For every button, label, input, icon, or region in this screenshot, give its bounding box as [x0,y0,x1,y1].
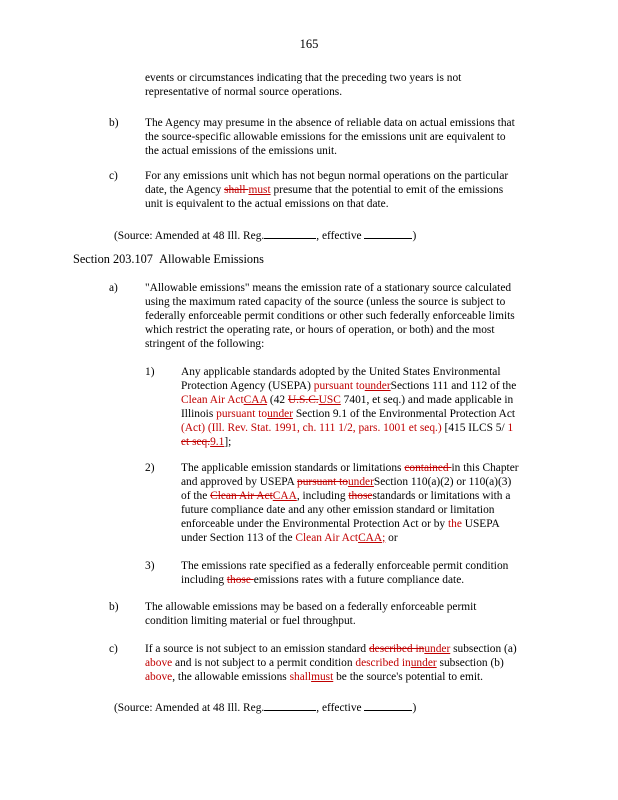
text-line: The applicable emission standards or limitations contained in this Chapter [181,462,519,474]
inserted-text: under [424,643,451,655]
deleted-text: contained [404,462,452,474]
text-line: which restrict the operating rate, or hours of operation, or both) and the most [145,323,495,336]
inserted-text: pursuant to [313,379,365,392]
text-line: using the maximum rated capacity of the source (unless the source is subject to [145,295,506,308]
text-line: Clean Air ActCAA (42 U.S.C.USC 7401, et seq.) and made applicable in [181,393,514,406]
text-line: (Act) (Ill. Rev. Stat. 1991, ch. 111 1/2, pars. 1001 et seq.) [415 ILCS 5/ 1 [181,421,514,434]
text-line: For any emissions unit which has not begun normal operations on the particular [145,170,509,182]
inserted-text: must [248,183,271,196]
inserted-text: pursuant to [216,407,268,420]
blank-line [364,699,412,711]
text-line: If a source is not subject to an emission standard described inunder subsection (a) [145,643,517,655]
subsection-label-a: a) [109,282,118,294]
blank-line [264,227,316,239]
deleted-text: shall [224,183,249,196]
text-line: events or circumstances indicating that the preceding two years is not [145,72,462,84]
blank-line [364,227,412,239]
text-line: The Agency may presume in the absence of reliable data on actual emissions that [145,117,515,129]
source-note: (Source: Amended at 48 Ill. Reg. , effective ) [114,699,416,716]
section-heading [73,253,264,267]
deleted-text: Clean Air Act [210,489,273,502]
inserted-text: Clean Air Act [295,531,359,544]
inserted-text: under [347,475,374,488]
item-label-1: 1) [145,366,155,378]
inserted-text: (Act) (Ill. Rev. Stat. 1991, ch. 111 1/2, pars. 1001 et seq.) [181,421,442,434]
item-3-text [181,560,508,588]
subsection-label-c: c) [109,170,118,182]
deleted-text: et seq. [181,435,211,448]
inserted-text: the [447,517,462,530]
continuation-paragraph [145,72,461,100]
inserted-text: USC [318,393,341,406]
inserted-text: described in [355,656,411,669]
section-title: Allowable Emissions [159,252,264,266]
inserted-text: under [410,656,437,669]
inserted-text: above [145,656,173,669]
text-line: representative of normal source operations. [145,85,343,98]
source-note: (Source: Amended at 48 Ill. Reg. , effective ) [114,227,416,244]
item-2-text [181,462,519,545]
text-line: federally enforceable permit conditions or other such federally enforceable limits [145,309,515,322]
text-line: The allowable emissions may be based on a federally enforceable permit [145,601,477,613]
subsection-label-b: b) [109,117,119,129]
inserted-text: under [364,379,391,392]
text-line: Illinois pursuant tounder Section 9.1 of the Environmental Protection Act [181,407,516,420]
inserted-text: shall [289,670,312,683]
section-number: Section 203.107 [73,252,153,266]
page-number: 165 [299,37,319,51]
subsection-c-text [145,643,517,685]
deleted-text: U.S.C. [287,393,319,406]
text-line: The emissions rate specified as a federally enforceable permit condition [181,560,509,572]
subsection-c-text [145,170,508,212]
inserted-text: must [311,670,334,683]
subsection-a-text [145,282,515,352]
inserted-text: CAA [272,489,297,502]
subsection-b-text [145,117,515,159]
subsection-label-b: b) [109,601,119,613]
text-line: Protection Agency (USEPA) pursuant tounderSections 111 and 112 of the [181,379,517,392]
inserted-text: 1 [504,421,514,434]
text-line: and approved by USEPA pursuant tounderSection 110(a)(2) or 110(a)(3) [181,475,512,488]
blank-line [264,699,316,711]
subsection-b-text [145,601,476,629]
deleted-text: pursuant to [297,475,348,488]
text-line: of the Clean Air ActCAA, including thosestandards or limitations with a [181,489,511,502]
deleted-text: those [348,489,373,502]
item-1-text [181,366,516,449]
text-line: Any applicable standards adopted by the United States Environmental [181,366,501,378]
item-label-3: 3) [145,560,155,572]
inserted-text: CAA; [358,531,386,544]
text-line: et seq.9.1]; [181,435,232,448]
text-line: "Allowable emissions" means the emission rate of a stationary source calculated [145,282,512,294]
text-line: the actual emissions of the emissions unit. [145,144,338,157]
inserted-text: Clean Air Act [181,393,244,406]
inserted-text: under [267,407,293,420]
text-line: unit is equivalent to the actual emissions on that date. [145,197,389,210]
item-label-2: 2) [145,462,155,474]
text-line: stringent of the following: [145,337,265,350]
inserted-text: above [145,670,173,683]
text-line: including those emissions rates with a future compliance date. [181,573,465,586]
deleted-text: those [226,573,254,586]
text-line: under Section 113 of the Clean Air ActCAA; or [181,531,398,544]
inserted-text: 9.1 [210,435,225,448]
text-line: date, the Agency shall must presume that the potential to emit of the emissions [145,183,504,196]
text-line: future compliance date and any other emission standard or limitation [181,503,495,516]
text-line: condition limiting material or fuel throughput. [145,614,356,627]
text-line: above and is not subject to a permit condition described inunder subsection (b) [145,656,504,669]
inserted-text: CAA [243,393,268,406]
text-line: above, the allowable emissions shallmust be the source's potential to emit. [145,670,484,683]
text-line: the source-specific allowable emissions for the emissions unit are equivalent to [145,130,506,143]
deleted-text: described in [368,643,425,655]
subsection-label-c: c) [109,643,118,655]
text-line: enforceable under the Environmental Protection Act or by the USEPA [181,517,500,530]
